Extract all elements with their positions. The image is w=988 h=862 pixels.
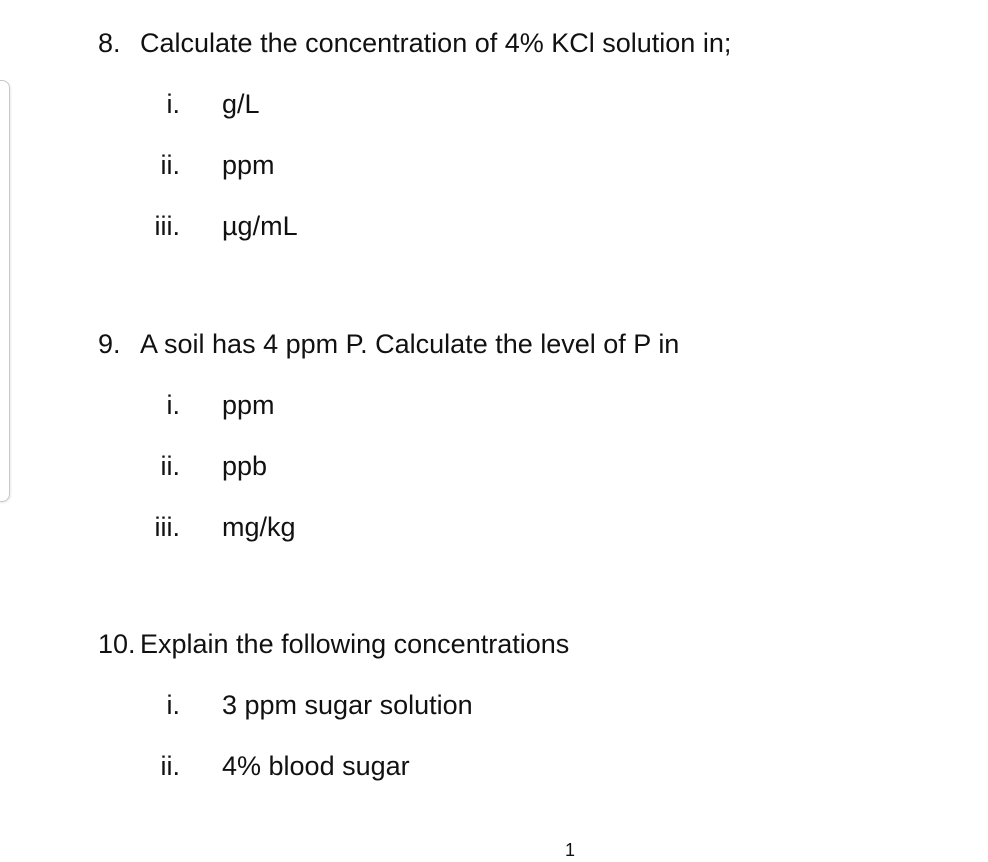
side-panel-tab[interactable] xyxy=(0,80,10,502)
part-text: ppb xyxy=(222,451,268,481)
part-text: ppm xyxy=(222,150,275,180)
question-9-part-i xyxy=(0,389,988,421)
question-8-part-iii xyxy=(0,210,988,242)
part-text: µg/mL xyxy=(222,211,298,241)
question-text: A soil has 4 ppm P. Calculate the level of P in xyxy=(140,329,680,359)
part-roman: i. xyxy=(166,89,180,119)
part-text: 4% blood sugar xyxy=(222,751,410,781)
part-text: mg/kg xyxy=(222,512,296,542)
part-roman: ii. xyxy=(160,751,180,781)
question-8 xyxy=(98,27,731,59)
part-roman: iii. xyxy=(154,211,180,241)
part-roman: i. xyxy=(166,390,180,420)
question-9-part-iii xyxy=(0,511,988,543)
part-text: g/L xyxy=(222,89,260,119)
question-10-part-ii xyxy=(0,750,988,782)
question-10-part-i xyxy=(0,689,988,721)
question-number: 9. xyxy=(98,329,121,359)
question-9 xyxy=(98,328,679,360)
part-roman: ii. xyxy=(160,150,180,180)
question-8-part-ii xyxy=(0,149,988,181)
question-number: 10. xyxy=(98,629,136,659)
part-text: ppm xyxy=(222,390,275,420)
question-10 xyxy=(98,628,569,660)
page-number: 1 xyxy=(564,840,575,860)
question-8-part-i xyxy=(0,88,988,120)
question-number: 8. xyxy=(98,28,121,58)
question-text: Calculate the concentration of 4% KCl solution in; xyxy=(140,28,732,58)
question-9-part-ii xyxy=(0,450,988,482)
part-text: 3 ppm sugar solution xyxy=(222,690,473,720)
part-roman: iii. xyxy=(154,512,180,542)
question-text: Explain the following concentrations xyxy=(140,629,570,659)
part-roman: i. xyxy=(166,690,180,720)
part-roman: ii. xyxy=(160,451,180,481)
